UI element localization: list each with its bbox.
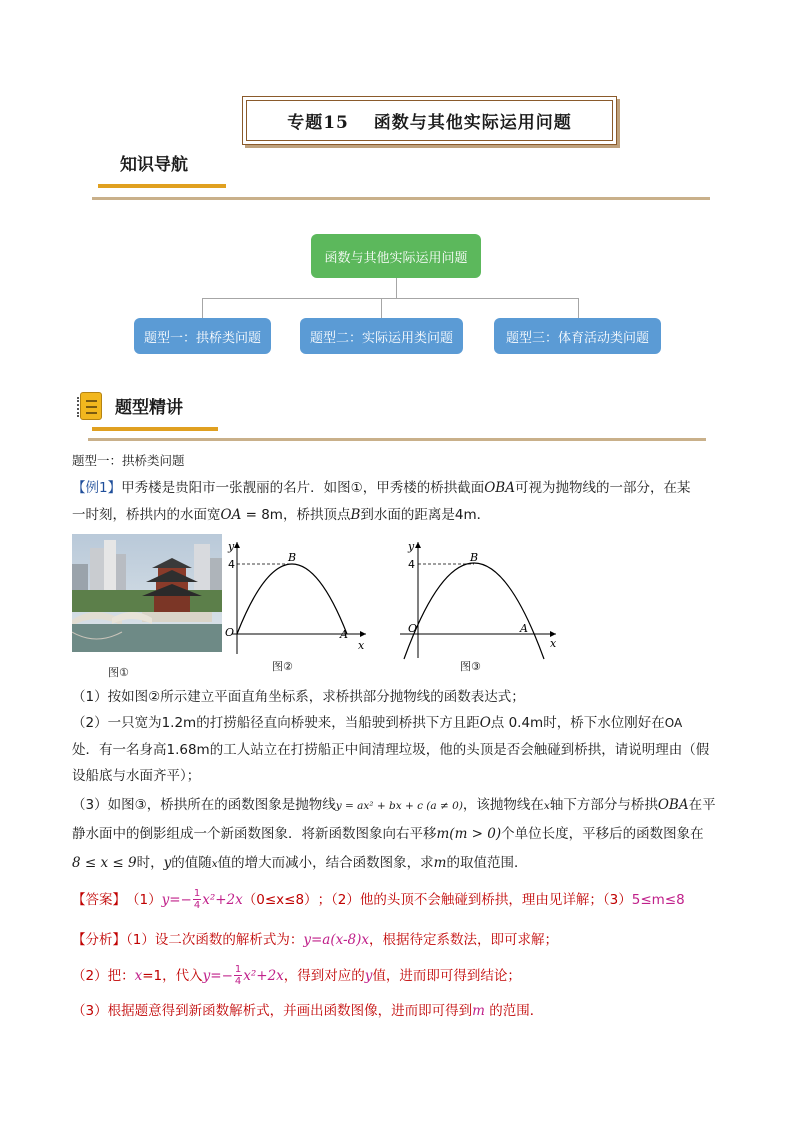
answer-line: 【答案】 （1） y=− $\frac{1}{4}$ x²+2x （0≤x≤8） ；（2）他的头顶不会触碰到桥拱，理由见详解；（3） 5≤m≤8: [72, 888, 685, 911]
question-1: （1）按如图②所示建立平面直角坐标系，求桥拱部分抛物线的函数表达式；: [72, 689, 525, 705]
heading-underline: [92, 197, 710, 200]
question-2-line-3: 设船底与水面齐平）；: [72, 768, 201, 784]
question-3-line-2: 静水面中的倒影组成一个新函数图象．将新函数图象向右平移m(m > 0)个单位长度，平移后的函数图象在: [72, 826, 704, 842]
tick-label-4: 4: [408, 558, 415, 571]
axis-x-label: x: [550, 637, 557, 650]
heading-underline: [88, 438, 706, 441]
analysis-line-3: （3）根据题意得到新函数解析式，并画出函数图像，进而即可得到m 的范围．: [72, 1003, 544, 1019]
question-2-line-1: （2）一只宽为1.2m的打捞船径直向桥驶来，当船驶到桥拱下方且距O点 0.4m时，桥下水位刚好在OA: [72, 715, 683, 731]
point-label-o: O: [408, 622, 418, 635]
mindmap-connector: [202, 298, 203, 318]
figure-3-caption: 图③: [460, 660, 481, 673]
point-label-o: O: [225, 626, 235, 639]
mindmap-node-type1: 题型一：拱桥类问题: [134, 318, 271, 354]
axis-y-label: y: [408, 540, 415, 553]
tick-label-4: 4: [228, 558, 235, 571]
point-label-b: B: [288, 551, 297, 564]
axis-x-label: x: [358, 639, 365, 652]
mindmap-connector: [381, 298, 382, 318]
analysis-line-1: 【分析】（1）设二次函数的解析式为：y=a(x-8)x，根据待定系数法，即可求解；: [72, 932, 559, 948]
point-label-b: B: [470, 551, 479, 564]
mindmap-node-type2: 题型二：实际运用类问题: [300, 318, 463, 354]
question-type-label: 题型一：拱桥类问题: [72, 453, 185, 468]
figure-2-graph: [222, 536, 372, 658]
example-line-1: 【例1】甲秀楼是贵阳市一张靓丽的名片．如图①，甲秀楼的桥拱截面OBA可视为抛物线的一部分，在某: [72, 480, 691, 496]
mindmap-connector: [202, 298, 579, 299]
figure-2-caption: 图②: [272, 660, 293, 673]
mindmap-connector: [396, 278, 397, 298]
question-2-line-2: 处．有一名身高1.68m的工人站立在打捞船正中间清理垃圾，他的头顶是否会触碰到桥拱，请说明理由（假: [72, 742, 710, 758]
analysis-line-2: （2）把： x =1，代入 y=− $\frac{1}{4}$ x²+2x ，得到对应的 y 值，进而即可得到结论；: [72, 964, 521, 987]
question-3-line-3: 8 ≤ x ≤ 9时，y的值随x值的增大而减小，结合函数图象，求m的取值范围．: [72, 855, 528, 871]
figure-1-caption: 图①: [108, 666, 129, 679]
question-3-line-1: （3）如图③，桥拱所在的函数图象是抛物线y = ax² + bx + c (a ≠ 0)，该抛物线在x轴下方部分与桥拱OBA在平: [72, 797, 716, 813]
mindmap-root: 函数与其他实际运用问题: [311, 234, 481, 278]
section-heading-knowledge-nav: 知识导航: [120, 155, 188, 175]
axis-y-label: y: [228, 540, 235, 553]
page-title: 专题15 函数与其他实际运用问题: [287, 113, 572, 133]
section-heading-explanation: 题型精讲: [115, 398, 183, 418]
mindmap-node-type3: 题型三：体育活动类问题: [494, 318, 661, 354]
example-line-2: 一时刻，桥拱内的水面宽OA = 8m，桥拱顶点B到水面的距离是4m．: [72, 507, 491, 523]
point-label-a: A: [520, 622, 528, 635]
point-label-a: A: [340, 628, 348, 641]
title-box: [242, 96, 617, 145]
mindmap-connector: [578, 298, 579, 318]
heading-underline-accent: [98, 184, 226, 188]
figure-3-graph: [396, 536, 562, 660]
heading-underline-accent: [92, 427, 218, 431]
notebook-icon: [80, 392, 102, 420]
pavilion-photo: [72, 534, 222, 652]
